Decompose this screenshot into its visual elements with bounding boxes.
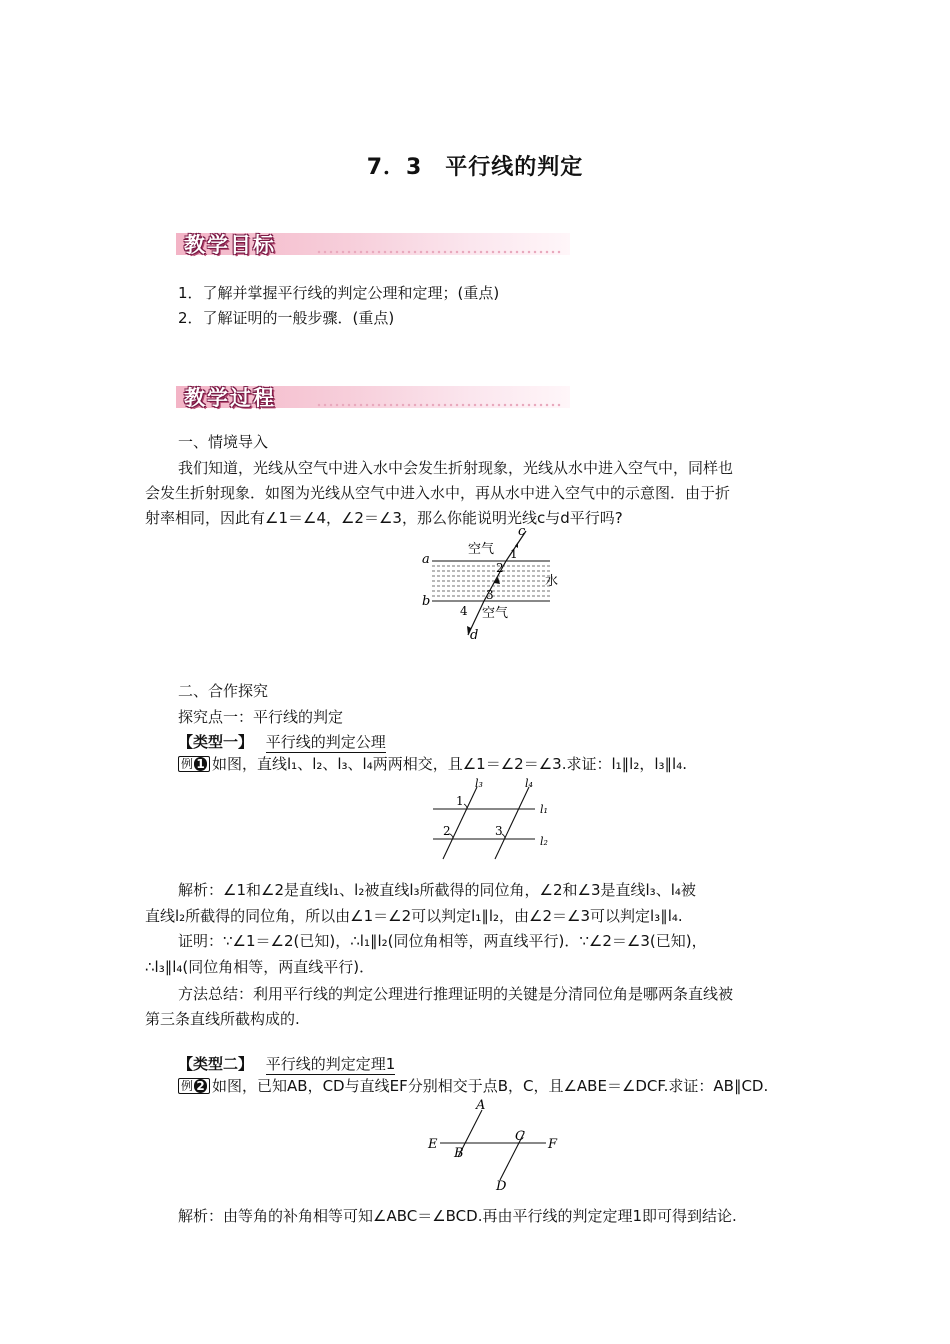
type2-heading	[178, 1053, 395, 1075]
goal-item: 2．了解证明的一般步骤．(重点)	[178, 309, 395, 327]
analysis-line: 解析：由等角的补角相等可知∠ABC＝∠BCD.再由平行线的判定定理1即可得到结论.	[178, 1207, 737, 1225]
label-air-bottom: 空气	[482, 606, 509, 621]
page-title: 7．3 平行线的判定	[366, 155, 584, 180]
example-2	[178, 1075, 768, 1097]
angle-4: 4	[460, 604, 468, 618]
paragraph-line: 我们知道，光线从空气中进入水中会发生折射现象，光线从水中进入空气中，同样也	[178, 459, 734, 477]
example-1	[178, 753, 687, 775]
section-heading: 一、情境导入	[178, 433, 269, 451]
label-water: 水	[545, 574, 559, 589]
type-tag: 【类型二】	[178, 1055, 254, 1073]
angle-1: 1	[456, 794, 464, 808]
angle-3: 3	[495, 824, 503, 838]
label-F: F	[548, 1137, 558, 1152]
analysis-line: 解析：∠1和∠2是直线l₁、l₂被直线l₃所截得的同位角，∠2和∠3是直线l₃、l₄被	[178, 881, 696, 899]
paragraph-line: 射率相同，因此有∠1＝∠4，∠2＝∠3，那么你能说明光线c与d平行吗?	[145, 509, 623, 527]
proof-line: ∴l₃∥l₄(同位角相等，两直线平行)．	[145, 958, 375, 976]
refraction-diagram	[418, 525, 568, 643]
label-C: C	[515, 1129, 525, 1144]
proof-line: 证明：∵∠1＝∠2(已知)，∴l₁∥l₂(同位角相等，两直线平行)．∵∠2＝∠3(已知)，	[178, 932, 707, 950]
intersecting-lines-diagram	[425, 775, 565, 863]
example-badge: 例 1	[178, 756, 210, 772]
section-banner-process	[176, 381, 570, 411]
type-name: 平行线的判定公理	[265, 733, 386, 751]
summary-line: 方法总结：利用平行线的判定公理进行推理证明的关键是分清同位角是哪两条直线被	[178, 985, 734, 1003]
paragraph-line: 会发生折射现象．如图为光线从空气中进入水中，再从水中进入空气中的示意图．由于折	[145, 484, 731, 502]
transversal-diagram	[422, 1095, 567, 1190]
angle-1: 1	[510, 547, 518, 561]
summary-line: 第三条直线所截构成的.	[145, 1010, 300, 1028]
label-B: B	[454, 1146, 464, 1161]
example-text: 如图，直线l₁、l₂、l₃、l₄两两相交，且∠1＝∠2＝∠3.求证：l₁∥l₂，l₃∥l₄.	[212, 755, 687, 773]
example-text: 如图，已知AB，CD与直线EF分别相交于点B，C，且∠ABE＝∠DCF.求证：AB∥CD.	[212, 1077, 769, 1095]
angle-2: 2	[496, 561, 504, 575]
section-heading: 二、合作探究	[178, 682, 269, 700]
label-d: d	[470, 628, 479, 643]
section-banner-label: 教学目标	[184, 233, 276, 257]
label-a: a	[422, 552, 430, 567]
label-air-top: 空气	[468, 542, 495, 557]
type1-heading	[178, 731, 386, 753]
angle-3: 3	[486, 588, 494, 602]
analysis-line: 直线l₂所截得的同位角，所以由∠1＝∠2可以判定l₁∥l₂，由∠2＝∠3可以判定l₃∥l₄.	[145, 907, 683, 925]
label-l4: l₄	[525, 777, 533, 790]
label-E: E	[428, 1137, 438, 1152]
example-badge: 例 2	[178, 1078, 210, 1094]
label-c: c	[518, 525, 526, 539]
label-D: D	[496, 1179, 507, 1190]
label-l2: l₂	[540, 835, 548, 848]
label-A: A	[476, 1098, 486, 1113]
angle-2: 2	[443, 824, 451, 838]
label-l3: l₃	[475, 777, 483, 790]
goal-item: 1．了解并掌握平行线的判定公理和定理；(重点)	[178, 284, 500, 302]
section-banner-label: 教学过程	[184, 386, 276, 410]
type-name: 平行线的判定定理1	[265, 1055, 396, 1073]
label-b: b	[422, 594, 431, 609]
explore-point: 探究点一：平行线的判定	[178, 708, 344, 726]
section-banner-goals	[176, 228, 570, 258]
label-l1: l₁	[540, 803, 548, 816]
type-tag: 【类型一】	[178, 733, 254, 751]
